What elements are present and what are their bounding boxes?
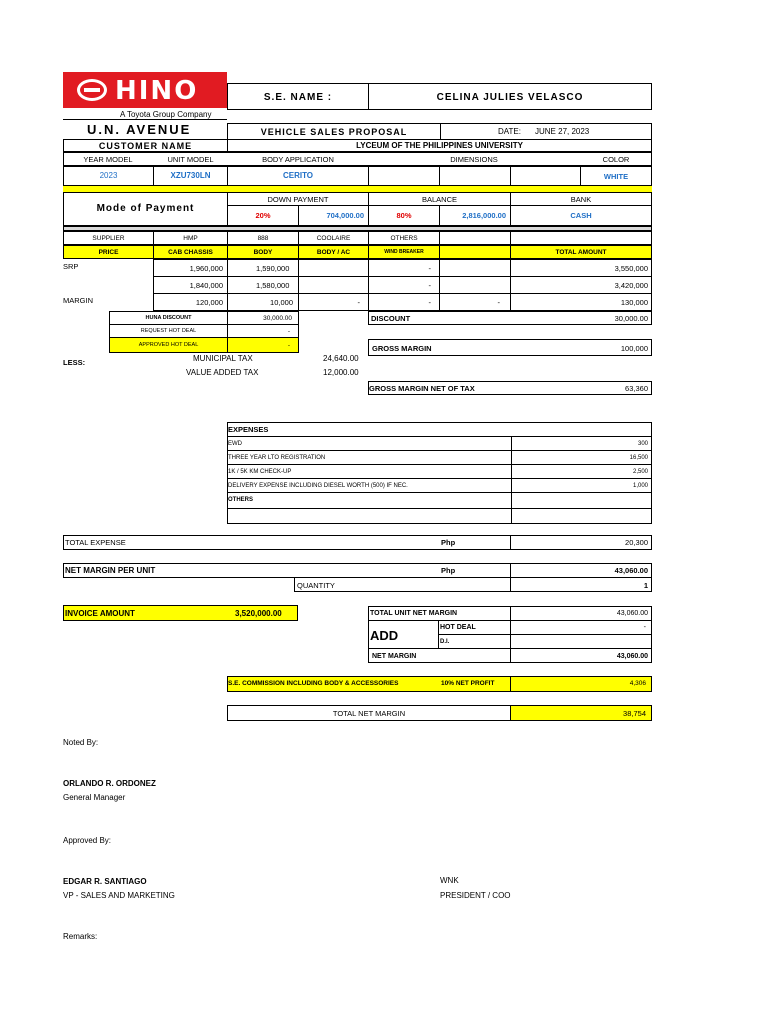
municipal-tax-value: 24,640.00 xyxy=(323,354,359,363)
cost-wind: - xyxy=(428,281,431,290)
customer-name: LYCEUM OF THE PHILIPPINES UNIVERSITY xyxy=(356,141,523,150)
margin-extra: - xyxy=(497,298,500,307)
net-margin-value: 43,060.00 xyxy=(614,566,648,575)
body-ac-col: BODY / AC xyxy=(316,249,351,256)
margin-body: 10,000 xyxy=(270,298,293,307)
di-label-cell xyxy=(438,634,511,649)
cost-cab-cell xyxy=(153,276,228,294)
year-model-cell xyxy=(63,166,154,186)
dimension-cell-2 xyxy=(439,166,511,186)
expense-value-cell xyxy=(511,450,652,465)
bal-percent: 80% xyxy=(396,211,412,220)
expense-value: 300 xyxy=(637,441,648,447)
bank-value: CASH xyxy=(570,211,592,220)
expense-value-cell xyxy=(511,464,652,479)
date-cell xyxy=(440,123,652,140)
margin-ac: - xyxy=(357,298,360,307)
approved-label-cell xyxy=(109,337,228,353)
request-label: REQUEST HOT DEAL xyxy=(140,328,197,334)
body-application-header: BODY APPLICATION xyxy=(262,155,334,164)
quantity-value-cell xyxy=(510,577,652,592)
cab-chassis-col-cell xyxy=(153,245,228,259)
expense-blank-row xyxy=(227,508,512,524)
date-label: DATE: xyxy=(498,127,521,136)
srp-blank-cell xyxy=(439,259,511,277)
888-cell xyxy=(227,231,299,245)
body-col: BODY xyxy=(253,249,273,256)
supplier-cell xyxy=(63,231,154,245)
cab-chassis-col: CAB CHASSIS xyxy=(168,249,213,256)
request-label-cell xyxy=(109,324,228,338)
expense-row xyxy=(227,450,512,465)
srp-wind-cell xyxy=(368,259,440,277)
remarks-label: Remarks: xyxy=(63,932,98,941)
hot-deal-label: HOT DEAL xyxy=(440,624,476,631)
invoice-label: INVOICE AMOUNT xyxy=(65,609,135,618)
total-net-value: 38,754 xyxy=(623,709,646,718)
request-value-cell xyxy=(227,324,299,338)
vp-name: EDGAR R. SANTIAGO xyxy=(63,877,147,886)
quantity-value: 1 xyxy=(643,581,648,590)
bal-amount-cell xyxy=(439,205,511,226)
year-model-value: 2023 xyxy=(99,171,118,180)
unit-model-value: XZU730LN xyxy=(170,171,211,180)
bank-value-cell xyxy=(510,205,652,226)
commission-value: 4,306 xyxy=(629,680,646,687)
gm-net-value: 63,360 xyxy=(625,384,648,393)
di-value-cell xyxy=(510,634,652,649)
margin-cab: 120,000 xyxy=(195,298,223,307)
cost-cab: 1,840,000 xyxy=(189,281,223,290)
dp-percent: 20% xyxy=(255,211,271,220)
margin-wind-cell xyxy=(368,293,440,311)
net-margin2-value: 43,060.00 xyxy=(616,653,648,660)
body-col-cell xyxy=(227,245,299,259)
dimension-cell-3 xyxy=(510,166,581,186)
dp-percent-cell xyxy=(227,205,299,226)
total-amount-col: TOTAL AMOUNT xyxy=(555,249,607,256)
net-margin2-label: NET MARGIN xyxy=(372,653,417,660)
invoice-cell xyxy=(63,605,298,621)
srp-ac-cell xyxy=(298,259,369,277)
customer-name-cell xyxy=(227,139,652,152)
margin-cab-cell xyxy=(153,293,228,311)
mode-of-payment-cell xyxy=(63,192,228,226)
cost-blank-cell xyxy=(439,276,511,294)
others-label: OTHERS xyxy=(390,235,418,242)
supplier-blank-1 xyxy=(439,231,511,245)
dimensions-header: DIMENSIONS xyxy=(450,155,498,164)
branch-name: U.N. AVENUE xyxy=(87,122,192,137)
hot-deal-value: - xyxy=(643,624,646,631)
bal-amount: 2,816,000.00 xyxy=(462,211,506,220)
vat-value: 12,000.00 xyxy=(323,368,359,377)
logo-text: HINO xyxy=(115,76,199,106)
hot-deal-label-cell xyxy=(438,620,511,635)
down-payment-label: DOWN PAYMENT xyxy=(267,195,329,204)
commission-cell xyxy=(227,676,511,692)
net-margin-php: Php xyxy=(441,566,456,575)
unit-net-label-cell xyxy=(368,606,511,621)
expense-value: 2,500 xyxy=(632,469,648,475)
quantity-label: QUANTITY xyxy=(297,581,335,590)
supplier-label: SUPPLIER xyxy=(92,235,125,242)
expense-label: DELIVERY EXPENSE INCLUDING DIESEL WORTH (500) IF NEC. xyxy=(228,483,408,489)
request-value: - xyxy=(287,328,290,335)
gross-margin-value: 100,000 xyxy=(620,344,648,353)
srp-body: 1,590,000 xyxy=(256,264,290,273)
unit-model-cell xyxy=(153,166,228,186)
president-name: WNK xyxy=(440,876,459,885)
total-net-value-cell xyxy=(510,705,652,721)
net-margin-value-cell xyxy=(510,563,652,578)
total-expense-php: Php xyxy=(441,538,456,547)
net-margin-label-cell xyxy=(63,563,511,578)
commission-pct: 10% NET PROFIT xyxy=(441,680,495,687)
add-cell xyxy=(368,620,439,649)
total-net-label-cell xyxy=(227,705,511,721)
municipal-tax-label: MUNICIPAL TAX xyxy=(193,354,253,363)
mode-of-payment-label: Mode of Payment xyxy=(96,203,195,214)
expense-value-cell xyxy=(511,478,652,493)
margin-label: MARGIN xyxy=(63,296,93,305)
discount-value: 30,000.00 xyxy=(614,314,648,323)
di-label: D.I. xyxy=(440,639,450,645)
date-value: JUNE 27, 2023 xyxy=(535,127,590,136)
less-label: LESS: xyxy=(63,358,86,367)
discount-cell xyxy=(368,311,652,325)
color-cell xyxy=(580,166,652,186)
coolaire-label: COOLAIRE xyxy=(316,235,351,242)
cost-body-cell xyxy=(227,276,299,294)
divider xyxy=(63,119,227,120)
customer-label: CUSTOMER NAME xyxy=(98,141,193,151)
expense-row xyxy=(227,478,512,493)
vat-label: VALUE ADDED TAX xyxy=(186,368,259,377)
expense-others-value-cell xyxy=(511,492,652,509)
hmp-cell xyxy=(153,231,228,245)
year-model-header: YEAR MODEL xyxy=(83,155,133,164)
others-cell xyxy=(368,231,440,245)
others-expense-label: OTHERS xyxy=(228,497,254,503)
se-label-cell xyxy=(227,83,369,110)
expense-value: 1,000 xyxy=(632,483,648,489)
body-application-value: CERITO xyxy=(282,171,314,180)
gm-name: ORLANDO R. ORDONEZ xyxy=(63,779,156,788)
gm-title: General Manager xyxy=(63,793,126,802)
se-name-cell xyxy=(368,83,652,110)
add-label: ADD xyxy=(370,628,399,643)
total-expense-value: 20,300 xyxy=(625,538,648,547)
customer-label-cell xyxy=(63,139,228,152)
bal-percent-cell xyxy=(368,205,440,226)
wind-breaker-col-cell xyxy=(368,245,440,259)
expense-value-cell xyxy=(511,436,652,451)
cost-total: 3,420,000 xyxy=(614,281,648,290)
margin-ac-cell xyxy=(298,293,369,311)
dimension-cell-1 xyxy=(368,166,440,186)
unit-net-value: 43,060.00 xyxy=(616,610,648,617)
cost-body: 1,580,000 xyxy=(256,281,290,290)
unit-net-label: TOTAL UNIT NET MARGIN xyxy=(370,610,458,617)
net-margin2-label-cell xyxy=(368,648,511,663)
expenses-title-cell xyxy=(227,422,652,437)
supplier-blank-2 xyxy=(510,231,652,245)
cost-total-cell xyxy=(510,276,652,294)
margin-wind: - xyxy=(428,298,431,307)
approved-by-label: Approved By: xyxy=(63,836,112,845)
huna-label-cell xyxy=(109,311,228,325)
expense-others-row xyxy=(227,492,512,509)
se-label: S.E. NAME : xyxy=(263,92,333,103)
huna-value-cell xyxy=(227,311,299,325)
srp-total-cell xyxy=(510,259,652,277)
hot-deal-value-cell xyxy=(510,620,652,635)
hino-emblem-icon xyxy=(77,79,107,101)
margin-body-cell xyxy=(227,293,299,311)
srp-label: SRP xyxy=(63,262,79,271)
margin-total: 130,000 xyxy=(620,298,648,307)
body-application-cell xyxy=(227,166,369,186)
expense-blank-value-cell xyxy=(511,508,652,524)
expense-value: 16,500 xyxy=(629,455,648,461)
margin-extra-cell xyxy=(439,293,511,311)
cost-wind-cell xyxy=(368,276,440,294)
hino-logo xyxy=(63,72,227,108)
expense-label: EWD xyxy=(228,441,242,447)
approved-value-cell xyxy=(227,337,299,353)
doc-title: VEHICLE SALES PROPOSAL xyxy=(260,127,408,137)
margin-total-cell xyxy=(510,293,652,311)
se-name: CELINA JULIES VELASCO xyxy=(436,92,584,103)
wind-breaker-col: WIND BREAKER xyxy=(384,249,424,255)
price-col: PRICE xyxy=(98,249,119,256)
balance-header-cell xyxy=(368,192,511,206)
cost-ac-cell xyxy=(298,276,369,294)
color-value: WHITE xyxy=(603,172,629,181)
total-expense-label: TOTAL EXPENSE xyxy=(65,538,126,547)
srp-cab-cell xyxy=(153,259,228,277)
expense-row xyxy=(227,436,512,451)
srp-total: 3,550,000 xyxy=(614,264,648,273)
coolaire-cell xyxy=(298,231,369,245)
doc-title-cell xyxy=(227,123,441,140)
dp-amount-cell xyxy=(298,205,369,226)
888-label: 888 xyxy=(257,235,269,242)
noted-by-label: Noted By: xyxy=(63,738,99,747)
discount-label: DISCOUNT xyxy=(371,314,411,323)
gross-margin-cell xyxy=(368,339,652,356)
commission-value-cell xyxy=(510,676,652,692)
unit-net-value-cell xyxy=(510,606,652,621)
color-header: COLOR xyxy=(602,155,630,164)
srp-wind: - xyxy=(428,264,431,273)
expense-label: THREE YEAR LTO REGISTRATION xyxy=(228,455,326,461)
total-expense-label-cell xyxy=(63,535,511,550)
expense-label: 1K / 5K KM CHECK-UP xyxy=(228,469,292,475)
blank-col-cell xyxy=(439,245,511,259)
vp-title: VP - SALES AND MARKETING xyxy=(63,891,175,900)
dp-amount: 704,000.00 xyxy=(326,211,364,220)
balance-label: BALANCE xyxy=(421,195,457,204)
approved-value: - xyxy=(287,342,290,349)
invoice-value: 3,520,000.00 xyxy=(235,609,282,618)
commission-label: S.E. COMMISSION INCLUDING BODY & ACCESSORIES xyxy=(228,680,399,687)
logo-tagline: A Toyota Group Company xyxy=(120,110,212,119)
net-margin2-value-cell xyxy=(510,648,652,663)
gm-net-cell xyxy=(368,381,652,395)
quantity-label-cell xyxy=(294,577,511,592)
president-title: PRESIDENT / COO xyxy=(440,891,511,900)
net-margin-label: NET MARGIN PER UNIT xyxy=(65,566,156,575)
srp-body-cell xyxy=(227,259,299,277)
down-payment-header-cell xyxy=(227,192,369,206)
gross-margin-label: GROSS MARGIN xyxy=(372,344,432,353)
approved-label: APPROVED HOT DEAL xyxy=(138,342,199,348)
total-expense-value-cell xyxy=(510,535,652,550)
bank-header-cell xyxy=(510,192,652,206)
gm-net-label: GROSS MARGIN NET OF TAX xyxy=(369,384,475,393)
expense-row xyxy=(227,464,512,479)
srp-cab: 1,960,000 xyxy=(189,264,223,273)
expenses-title: EXPENSES xyxy=(228,425,269,434)
hmp-label: HMP xyxy=(183,235,198,242)
bank-label: BANK xyxy=(570,195,592,204)
unit-model-header: UNIT MODEL xyxy=(167,155,214,164)
total-amount-col-cell xyxy=(510,245,652,259)
body-ac-col-cell xyxy=(298,245,369,259)
huna-label: HUNA DISCOUNT xyxy=(145,315,192,321)
huna-value: 30,000.00 xyxy=(263,315,292,322)
total-net-label: TOTAL NET MARGIN xyxy=(332,709,406,718)
price-col-cell xyxy=(63,245,154,259)
